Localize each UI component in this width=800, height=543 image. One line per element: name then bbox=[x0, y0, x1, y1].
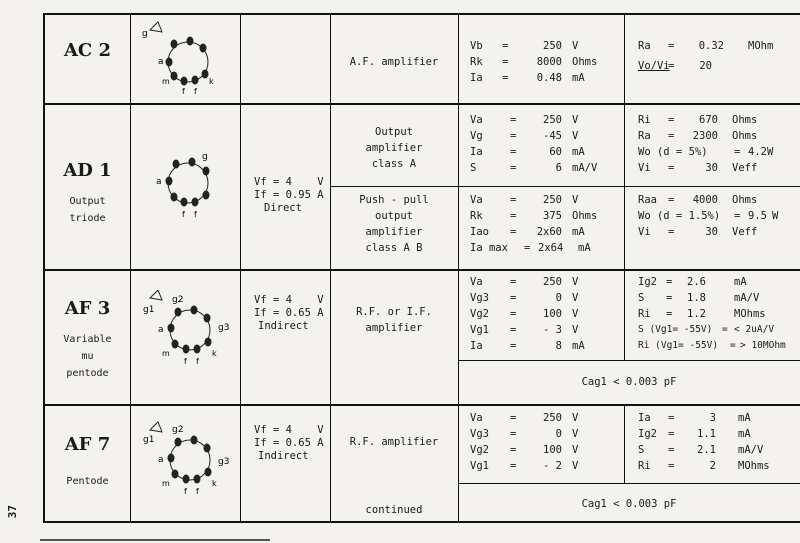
capacitance-note: Cag1 < 0.003 pF bbox=[581, 376, 677, 388]
base-pinout-icon bbox=[140, 290, 240, 374]
function-text: amplifier bbox=[365, 322, 423, 334]
param-row: Ri = 1.2 MOhms bbox=[638, 308, 766, 320]
param-row: Rk = 375 Ohms bbox=[470, 210, 598, 222]
heater-line: If = 0.65 A bbox=[254, 307, 324, 319]
function-text: A.F. amplifier bbox=[349, 56, 439, 68]
right-params bbox=[638, 38, 798, 74]
page-number: 37 bbox=[6, 505, 19, 519]
svg-text:g1: g1 bbox=[143, 305, 155, 315]
svg-text:f: f bbox=[182, 87, 185, 96]
function-text: amplifier bbox=[365, 226, 423, 238]
function-text: R.F. amplifier bbox=[349, 436, 439, 448]
param-row: S = 1.8 mA/V bbox=[638, 292, 760, 304]
param-row: Va = 250 V bbox=[470, 194, 579, 206]
svg-text:k: k bbox=[209, 77, 214, 86]
svg-text:g2: g2 bbox=[172, 425, 184, 435]
heater-line: If = 0.65 A bbox=[254, 437, 324, 449]
param-row: Vg2 = 100 V bbox=[470, 444, 579, 456]
right-params bbox=[638, 410, 798, 474]
param-row: Wo (d = 1.5%) = 9.5 W bbox=[638, 210, 779, 222]
right-params bbox=[638, 112, 798, 176]
left-params bbox=[470, 38, 620, 86]
heater-line: Vf = 4 V bbox=[254, 294, 324, 306]
svg-text:a: a bbox=[156, 177, 162, 187]
pinout-diagram-af7 bbox=[140, 420, 240, 504]
table-top-border bbox=[43, 13, 800, 15]
svg-text:f: f bbox=[184, 357, 187, 366]
left-params bbox=[470, 112, 620, 176]
param-row: Vi = 30 Veff bbox=[638, 162, 758, 174]
heater-cell bbox=[254, 176, 330, 215]
heater-cell bbox=[254, 424, 330, 463]
row-divider bbox=[43, 404, 800, 406]
footer-cell bbox=[458, 374, 800, 390]
function-cell bbox=[330, 124, 458, 172]
param-row: Ri (Vg1= -55V) = > 10MOhm bbox=[638, 340, 786, 351]
pinout-diagram-ac2 bbox=[140, 18, 230, 102]
heater-line: Vf = 4 V bbox=[254, 424, 324, 436]
tube-name: AF 7 bbox=[64, 434, 111, 455]
base-pinout-icon bbox=[140, 18, 230, 102]
sub-row-divider bbox=[330, 186, 800, 187]
right-params bbox=[638, 274, 800, 354]
tube-description: triode bbox=[69, 213, 106, 224]
param-row: Ig2 = 1.1 mA bbox=[638, 428, 751, 440]
param-row: Vg1 = - 2 V bbox=[470, 460, 579, 472]
tube-name-cell bbox=[45, 298, 130, 382]
heater-line: Indirect bbox=[258, 450, 309, 462]
param-row: Vg1 = - 3 V bbox=[470, 324, 579, 336]
param-row: Ra = 0.32 MOhm bbox=[638, 40, 774, 52]
capacitance-note: Cag1 < 0.003 pF bbox=[581, 498, 677, 510]
param-row: Raa = 4000 Ohms bbox=[638, 194, 758, 206]
param-row: Vi = 30 Veff bbox=[638, 226, 758, 238]
col-divider bbox=[458, 13, 459, 523]
svg-text:a: a bbox=[158, 325, 164, 335]
param-row: Va = 250 V bbox=[470, 412, 579, 424]
tube-name: AF 3 bbox=[64, 298, 111, 319]
param-row: Va = 250 V bbox=[470, 276, 579, 288]
function-text: output bbox=[375, 210, 413, 222]
param-row: Ri = 2 MOhms bbox=[638, 460, 770, 472]
svg-text:g3: g3 bbox=[218, 323, 230, 333]
param-row: Vo/Vi = 20 bbox=[638, 60, 712, 72]
function-text: Output bbox=[375, 126, 413, 138]
pinout-diagram-ad1 bbox=[140, 145, 230, 229]
param-row: Vb = 250 V bbox=[470, 40, 579, 52]
continued-cell bbox=[330, 502, 458, 518]
param-row: Ia = 3 mA bbox=[638, 412, 751, 424]
svg-text:g2: g2 bbox=[172, 295, 184, 305]
heater-cell bbox=[254, 294, 330, 333]
tube-name-cell bbox=[45, 40, 130, 61]
tube-description: Variable bbox=[63, 334, 112, 345]
left-params bbox=[470, 192, 624, 256]
heater-line: If = 0.95 A bbox=[254, 189, 324, 201]
base-pinout-icon bbox=[140, 145, 230, 229]
tube-name: AC 2 bbox=[63, 40, 112, 61]
heater-line: Indirect bbox=[258, 320, 309, 332]
function-text: class A B bbox=[365, 242, 423, 254]
param-row: Iao = 2x60 mA bbox=[470, 226, 585, 238]
svg-text:m: m bbox=[162, 77, 170, 86]
col-divider bbox=[130, 13, 131, 523]
base-pinout-icon bbox=[140, 420, 240, 504]
param-row: S = 6 mA/V bbox=[470, 162, 598, 174]
table-bottom-border bbox=[43, 521, 800, 523]
pinout-diagram-af3 bbox=[140, 290, 240, 374]
param-row: Ig2 = 2.6 mA bbox=[638, 276, 747, 288]
tube-description: Pentode bbox=[66, 476, 109, 487]
svg-text:f: f bbox=[194, 87, 197, 96]
function-cell bbox=[330, 54, 458, 70]
param-row: Vg = -45 V bbox=[470, 130, 579, 142]
heater-line: Vf = 4 V bbox=[254, 176, 324, 188]
function-text: amplifier bbox=[365, 142, 423, 154]
function-cell bbox=[330, 434, 458, 450]
param-row: Ia max = 2x64 mA bbox=[470, 242, 591, 254]
function-text: class A bbox=[371, 158, 417, 170]
param-row: Ia = 0.48 mA bbox=[470, 72, 585, 84]
tube-description: pentode bbox=[66, 368, 109, 379]
left-params bbox=[470, 410, 620, 474]
svg-text:f: f bbox=[184, 487, 187, 496]
svg-text:a: a bbox=[158, 57, 164, 67]
function-text: R.F. or I.F. bbox=[356, 306, 432, 318]
param-row: Ia = 60 mA bbox=[470, 146, 585, 158]
param-row: Ia = 8 mA bbox=[470, 340, 585, 352]
tube-name: AD 1 bbox=[63, 160, 112, 181]
function-text: Push - pull bbox=[359, 194, 429, 206]
param-row: Vg3 = 0 V bbox=[470, 428, 579, 440]
param-row: Vg2 = 100 V bbox=[470, 308, 579, 320]
heater-line: Direct bbox=[264, 202, 302, 214]
left-params bbox=[470, 274, 620, 354]
scan-edge-line bbox=[40, 539, 270, 541]
param-row: Ra = 2300 Ohms bbox=[638, 130, 758, 142]
param-row: S (Vg1= -55V) = < 2uA/V bbox=[638, 324, 775, 335]
tube-name-cell bbox=[45, 434, 130, 490]
tube-description: mu bbox=[81, 351, 94, 362]
row-divider bbox=[43, 269, 800, 271]
tube-description: Output bbox=[69, 196, 106, 207]
function-cell bbox=[330, 192, 458, 256]
svg-text:f: f bbox=[196, 487, 199, 496]
col-divider bbox=[624, 13, 625, 360]
svg-text:f: f bbox=[196, 357, 199, 366]
svg-text:m: m bbox=[162, 479, 170, 488]
footer-divider bbox=[458, 360, 800, 361]
svg-text:g: g bbox=[202, 152, 208, 162]
svg-text:k: k bbox=[212, 349, 217, 358]
right-params bbox=[638, 192, 798, 240]
param-row: S = 2.1 mA/V bbox=[638, 444, 764, 456]
svg-text:f: f bbox=[194, 210, 197, 219]
param-row: Ri = 670 Ohms bbox=[638, 114, 758, 126]
param-row: Va = 250 V bbox=[470, 114, 579, 126]
svg-text:a: a bbox=[158, 455, 164, 465]
param-row: Vg3 = 0 V bbox=[470, 292, 579, 304]
continued-note: continued bbox=[365, 504, 423, 516]
svg-text:f: f bbox=[182, 210, 185, 219]
footer-cell bbox=[458, 496, 800, 512]
col-divider bbox=[240, 13, 241, 523]
col-divider bbox=[624, 404, 625, 483]
footer-divider bbox=[458, 483, 800, 484]
param-row: Rk = 8000 Ohms bbox=[470, 56, 598, 68]
svg-text:k: k bbox=[212, 479, 217, 488]
svg-text:g1: g1 bbox=[143, 435, 155, 445]
tube-name-cell bbox=[45, 160, 130, 227]
svg-text:m: m bbox=[162, 349, 170, 358]
param-row: Wo (d = 5%) = 4.2W bbox=[638, 146, 774, 158]
svg-text:g: g bbox=[142, 29, 148, 39]
svg-text:g3: g3 bbox=[218, 457, 230, 467]
function-cell bbox=[330, 304, 458, 336]
row-divider bbox=[43, 103, 800, 105]
